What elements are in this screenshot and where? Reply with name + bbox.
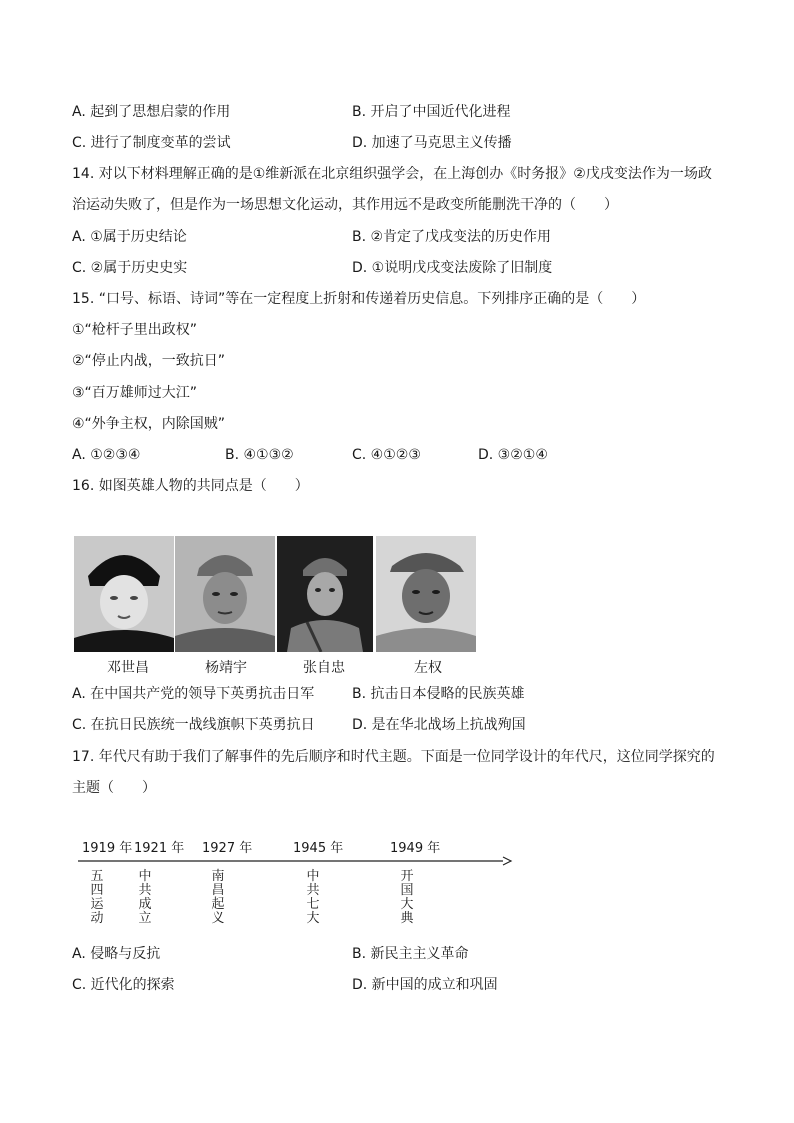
- q13-option-d: D. 加速了马克思主义传播: [352, 135, 512, 151]
- q15-stem: 15. “口号、标语、诗词”等在一定程度上折射和传递着历史信息。下列排序正确的是（ ）: [72, 291, 646, 307]
- timeline-year-1927: 1927 年: [202, 841, 253, 856]
- q16-stem: 16. 如图英雄人物的共同点是（ ）: [72, 478, 309, 494]
- timeline-event-may-fourth: 五四运动: [90, 869, 104, 926]
- q13-option-b: B. 开启了中国近代化进程: [352, 104, 511, 120]
- q17-stem-line1: 17. 年代尺有助于我们了解事件的先后顺序和时代主题。下面是一位同学设计的年代尺，这位同学探究的: [72, 749, 715, 765]
- caption-zuo-quan: 左权: [414, 660, 442, 676]
- q14-option-d: D. ①说明戊戌变法废除了旧制度: [352, 260, 553, 276]
- portrait-zuo-quan: [376, 536, 476, 652]
- q14-option-a: A. ①属于历史结论: [72, 229, 187, 245]
- portrait-yang-jingyu: [175, 536, 275, 652]
- q15-item-2: ②“停止内战，一致抗日”: [72, 353, 226, 369]
- timeline-year-1945: 1945 年: [293, 841, 344, 856]
- timeline-year-1919: 1919 年: [82, 841, 133, 856]
- caption-zhang-zizhong: 张自忠: [303, 660, 345, 676]
- q16-option-c: C. 在抗日民族统一战线旗帜下英勇抗日: [72, 717, 315, 733]
- portrait-zhang-zizhong: [277, 536, 373, 652]
- q16-option-a: A. 在中国共产党的领导下英勇抗击日军: [72, 686, 315, 702]
- q16-option-b: B. 抗击日本侵略的民族英雄: [352, 686, 525, 702]
- q17-option-a: A. 侵略与反抗: [72, 946, 161, 962]
- timeline-event-founding-ceremony: 开国大典: [400, 869, 414, 926]
- q16-option-d: D. 是在华北战场上抗战殉国: [352, 717, 526, 733]
- q15-option-b: B. ④①③②: [225, 447, 294, 463]
- q15-item-3: ③“百万雄师过大江”: [72, 385, 198, 401]
- portrait-deng-shichang: [74, 536, 174, 652]
- timeline-event-cpc-founding: 中共成立: [138, 869, 152, 926]
- q14-stem-line1: 14. 对以下材料理解正确的是①维新派在北京组织强学会，在上海创办《时务报》②戊戌变法作为一场政: [72, 166, 712, 182]
- timeline-event-nanchang-uprising: 南昌起义: [211, 869, 225, 926]
- caption-yang-jingyu: 杨靖宇: [205, 660, 247, 676]
- timeline-year-1921: 1921 年: [134, 841, 185, 856]
- q17-option-d: D. 新中国的成立和巩固: [352, 977, 498, 993]
- timeline-event-seventh-congress: 中共七大: [306, 869, 320, 926]
- q15-item-1: ①“枪杆子里出政权”: [72, 322, 198, 338]
- caption-deng-shichang: 邓世昌: [107, 660, 149, 676]
- q15-option-a: A. ①②③④: [72, 447, 141, 463]
- q14-stem-line2: 治运动失败了，但是作为一场思想文化运动，其作用远不是政变所能删洗干净的（ ）: [72, 197, 618, 213]
- q15-option-d: D. ③②①④: [478, 447, 548, 463]
- q13-option-c: C. 进行了制度变革的尝试: [72, 135, 231, 151]
- q15-item-4: ④“外争主权，内除国贼”: [72, 416, 226, 432]
- q17-stem-line2: 主题（ ）: [72, 780, 156, 796]
- q14-option-c: C. ②属于历史史实: [72, 260, 188, 276]
- q15-option-c: C. ④①②③: [352, 447, 421, 463]
- q13-option-a: A. 起到了思想启蒙的作用: [72, 104, 231, 120]
- timeline-year-1949: 1949 年: [390, 841, 441, 856]
- q17-option-c: C. 近代化的探索: [72, 977, 175, 993]
- q14-option-b: B. ②肯定了戊戌变法的历史作用: [352, 229, 552, 245]
- q17-option-b: B. 新民主主义革命: [352, 946, 469, 962]
